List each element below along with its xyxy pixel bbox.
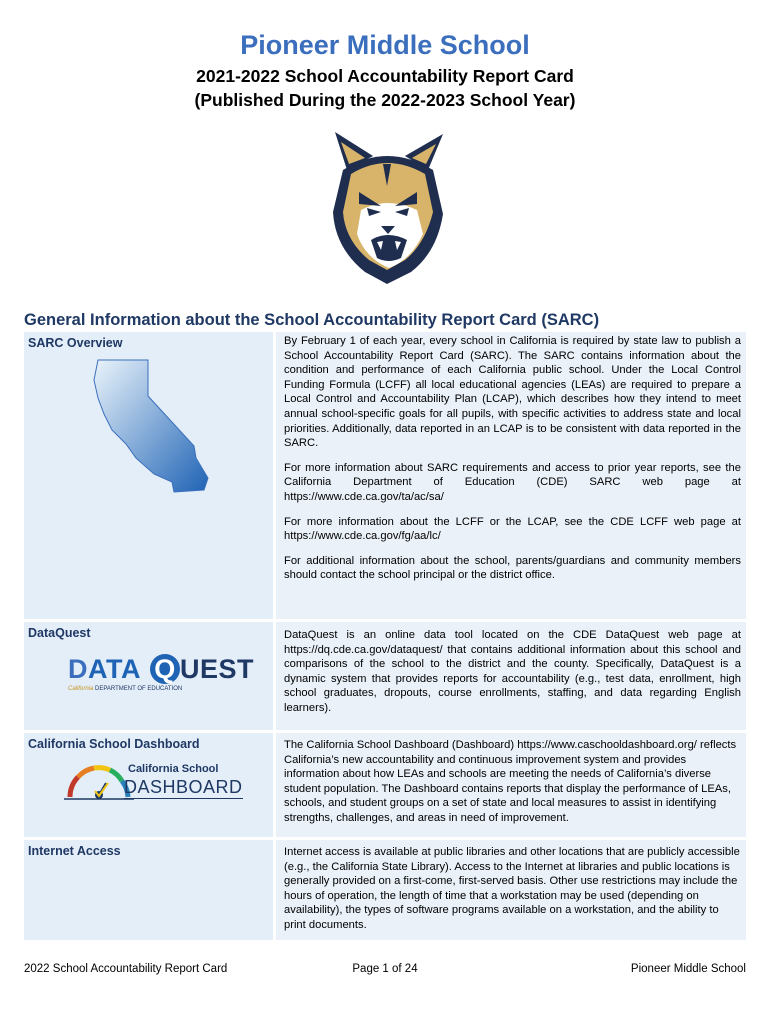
- row-label-dashboard: California School Dashboard: [28, 737, 200, 751]
- table-row: [24, 332, 746, 622]
- internet-access-paragraph: Internet access is available at public libraries and other locations that are publicly accessible (e.g., the California State Library). Access to the Internet at libraries and public locations is generally provided on a first-come, first-served basis. Other use restrictions may include the hours of operation, the length of time that a workstation may be used (depending on availability), the types of software programs available on a workstation, and the ability to print documents.: [284, 846, 740, 931]
- report-subtitle: (Published During the 2022-2023 School Year): [194, 90, 576, 110]
- row-label-cell: [24, 733, 276, 840]
- overview-paragraph-1: By February 1 of each year, every school in California is required by state law to publish a School Accountability Report Card (SARC). The SARC contains information about the condition and performance of each California public school. Under the Local Control Funding Formula (LCFF) all local educational agencies (LEAs) are required to prepare a Local Control and Accountability Plan (LCAP), which describes how they intend to meet annual school-specific goals for all pupils, with specific activities to address state and local priorities. Additionally, data reported in an LCAP is to be consistent with data reported in the SARC.: [284, 335, 741, 450]
- row-label-internet-access: Internet Access: [28, 844, 121, 858]
- dataquest-logo-uest: UEST: [180, 654, 255, 684]
- dataquest-paragraph: DataQuest is an online data tool located on the CDE DataQuest web page at https://dq.cde.ca.gov/dataquest/ that contains additional information about this school and comparisons of the school to the district and the county. Specifically, DataQuest is a dynamic system that provides reports for accountability (e.g., test data, enrollment, high school graduates, dropouts, course enrollments, staffing, and data regarding English learners).: [284, 629, 741, 714]
- dataquest-logo-ata: ATA: [88, 654, 140, 684]
- dashboard-paragraph: The California School Dashboard (Dashboard) https://www.caschooldashboard.org/ reflects California’s new accountability and continuous improvement system and provides information about how LEAs and schools are meeting the needs of California’s diverse student population. The Dashboard contains reports that display the performance of LEAs, schools, and student groups on a set of state and local measures to assist in identifying strengths, challenges, and areas in need of improvement.: [284, 739, 737, 824]
- table-row: [24, 622, 746, 733]
- row-label-cell: [24, 840, 276, 943]
- footer-right-text: Pioneer Middle School: [630, 963, 746, 975]
- dataquest-logo-icon: [68, 654, 255, 692]
- row-text-cell: [276, 733, 746, 840]
- dataquest-logo-q: Q: [150, 654, 180, 684]
- dashboard-logo-line2: DASHBOARD: [124, 777, 243, 797]
- table-row: [24, 840, 746, 943]
- footer-left-text: 2022 School Accountability Report Card: [24, 963, 228, 975]
- dashboard-logo-icon: [64, 761, 244, 805]
- report-title: 2021-2022 School Accountability Report Card: [196, 66, 574, 86]
- footer-page-number: Page 1 of 24: [352, 963, 418, 975]
- california-map-icon: [90, 358, 220, 498]
- dataquest-logo-caption-rest: DEPARTMENT OF EDUCATION: [93, 686, 183, 692]
- overview-paragraph-2: For more information about SARC requirements and access to prior year reports, see the California Department of Education (CDE) SARC web page at https://www.cde.ca.gov/ta/ac/sa/: [284, 461, 741, 503]
- row-label-cell: [24, 332, 276, 622]
- bobcat-mascot-logo: [325, 130, 450, 290]
- dashboard-logo-line1: California School: [128, 763, 219, 775]
- dataquest-logo-d: D: [68, 654, 88, 684]
- school-name-title: Pioneer Middle School: [240, 30, 530, 60]
- row-label-sarc-overview: SARC Overview: [28, 336, 123, 350]
- row-label-cell: [24, 622, 276, 733]
- overview-paragraph-3: For more information about the LCFF or the LCAP, see the CDE LCFF web page at https://www.cde.ca.gov/fg/aa/lc/: [284, 515, 741, 543]
- table-row: [24, 733, 746, 840]
- section-heading: General Information about the School Accountability Report Card (SARC): [24, 311, 600, 329]
- sarc-info-table: [24, 332, 746, 943]
- row-text-cell: [276, 622, 746, 733]
- dataquest-logo-caption-ca: California: [68, 686, 94, 692]
- row-text-cell: [276, 840, 746, 943]
- row-text-cell: [276, 332, 746, 622]
- row-label-dataquest: DataQuest: [28, 626, 91, 640]
- overview-paragraph-4: For additional information about the school, parents/guardians and community members should contact the school principal or the district office.: [284, 554, 741, 582]
